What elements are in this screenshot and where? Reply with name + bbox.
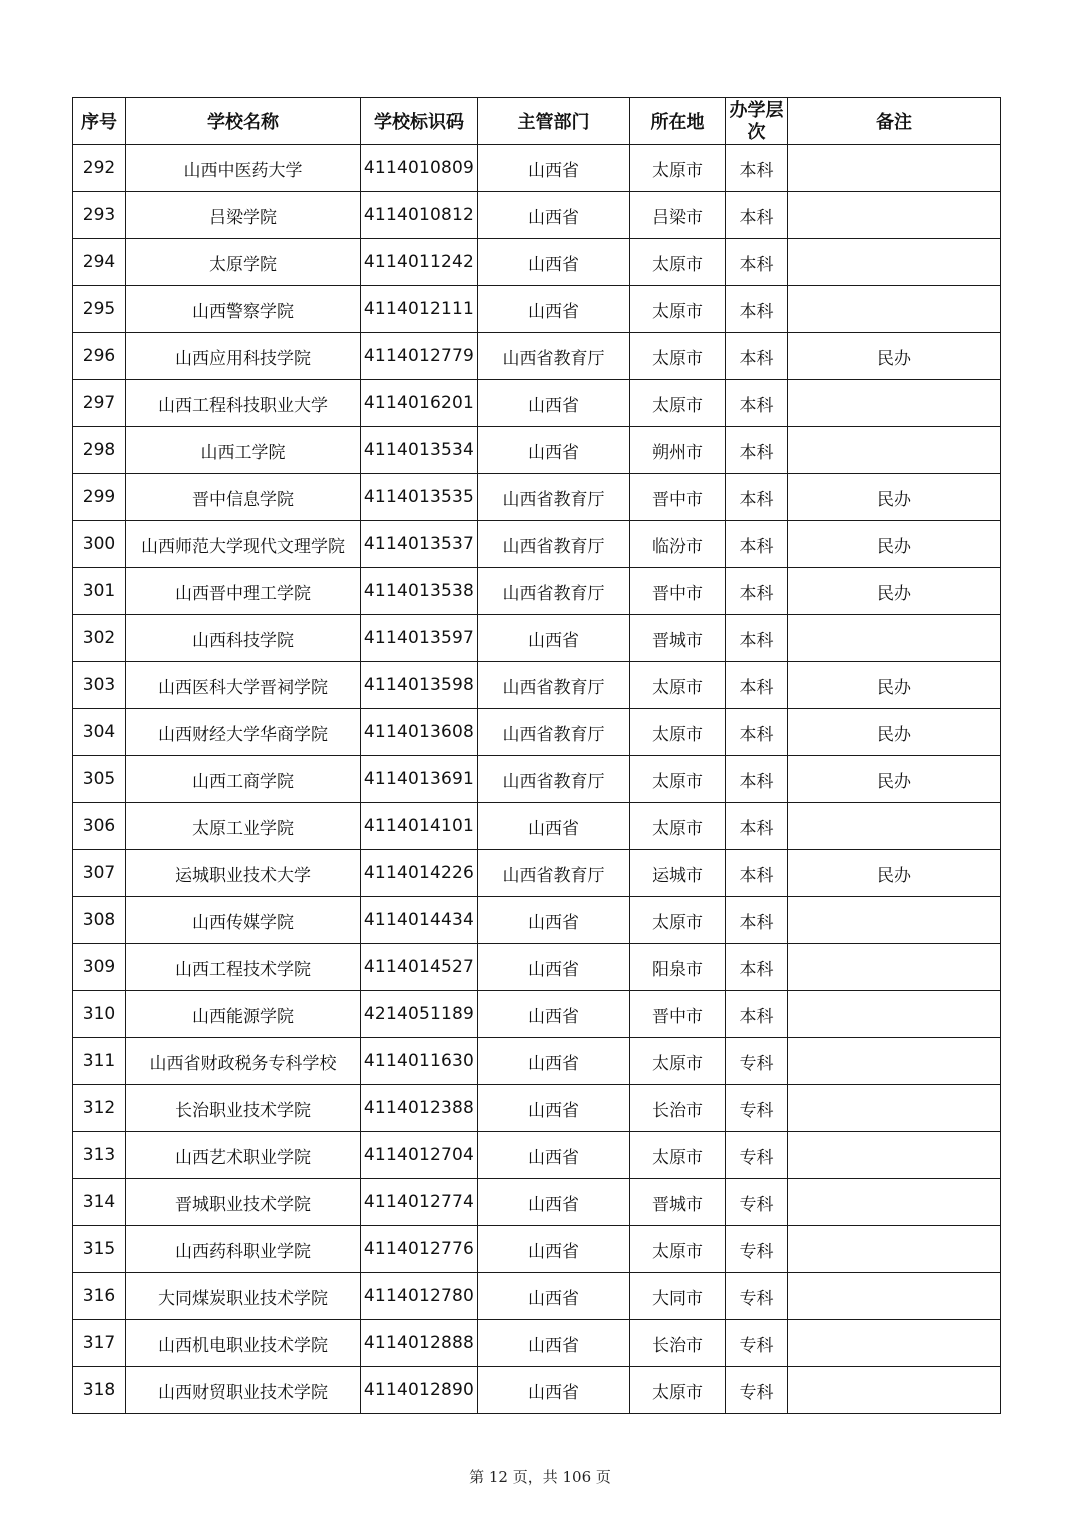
cell-level: 本科: [726, 333, 788, 380]
cell-remark: [788, 1085, 1001, 1132]
cell-level: 本科: [726, 192, 788, 239]
cell-department: 山西省: [478, 991, 630, 1038]
cell-department: 山西省: [478, 1085, 630, 1132]
table-row: [73, 1367, 1001, 1414]
cell-level: 本科: [726, 568, 788, 615]
cell-remark: [788, 1273, 1001, 1320]
cell-remark: [788, 192, 1001, 239]
table-row: [73, 145, 1001, 192]
cell-location: 太原市: [630, 1367, 726, 1414]
cell-location: 太原市: [630, 380, 726, 427]
table-row: [73, 521, 1001, 568]
cell-index: 308: [73, 897, 126, 944]
cell-school-code: 4114014527: [361, 944, 478, 991]
cell-index: 317: [73, 1320, 126, 1367]
cell-index: 309: [73, 944, 126, 991]
cell-school-code: 4114013598: [361, 662, 478, 709]
cell-location: 太原市: [630, 1226, 726, 1273]
cell-level: 本科: [726, 380, 788, 427]
cell-school-code: 4114012774: [361, 1179, 478, 1226]
cell-level: 本科: [726, 521, 788, 568]
cell-location: 朔州市: [630, 427, 726, 474]
cell-school-name: 山西应用科技学院: [126, 333, 361, 380]
table-row: [73, 1273, 1001, 1320]
cell-school-name: 山西机电职业技术学院: [126, 1320, 361, 1367]
cell-school-name: 山西工学院: [126, 427, 361, 474]
cell-department: 山西省: [478, 1226, 630, 1273]
table-row: [73, 1038, 1001, 1085]
table-row: [73, 803, 1001, 850]
cell-remark: 民办: [788, 850, 1001, 897]
table-row: [73, 286, 1001, 333]
cell-department: 山西省教育厅: [478, 474, 630, 521]
cell-department: 山西省: [478, 1320, 630, 1367]
cell-school-code: 4114016201: [361, 380, 478, 427]
cell-index: 315: [73, 1226, 126, 1273]
cell-department: 山西省: [478, 1179, 630, 1226]
cell-school-name: 山西科技学院: [126, 615, 361, 662]
cell-location: 太原市: [630, 1038, 726, 1085]
cell-level: 本科: [726, 286, 788, 333]
cell-department: 山西省: [478, 803, 630, 850]
cell-department: 山西省: [478, 897, 630, 944]
cell-location: 临汾市: [630, 521, 726, 568]
cell-department: 山西省: [478, 1038, 630, 1085]
cell-level: 本科: [726, 615, 788, 662]
table-row: [73, 427, 1001, 474]
cell-school-name: 长治职业技术学院: [126, 1085, 361, 1132]
cell-school-name: 山西中医药大学: [126, 145, 361, 192]
cell-school-code: 4114013535: [361, 474, 478, 521]
cell-location: 大同市: [630, 1273, 726, 1320]
cell-index: 297: [73, 380, 126, 427]
cell-school-name: 太原工业学院: [126, 803, 361, 850]
cell-remark: [788, 239, 1001, 286]
table-header-row: [73, 98, 1001, 145]
cell-school-code: 4114010812: [361, 192, 478, 239]
cell-location: 运城市: [630, 850, 726, 897]
cell-school-name: 山西工程科技职业大学: [126, 380, 361, 427]
cell-remark: [788, 1038, 1001, 1085]
cell-department: 山西省: [478, 192, 630, 239]
table-row: [73, 1132, 1001, 1179]
cell-index: 314: [73, 1179, 126, 1226]
header-level: 办学层次: [726, 98, 788, 145]
cell-school-name: 山西药科职业学院: [126, 1226, 361, 1273]
cell-school-code: 4114012776: [361, 1226, 478, 1273]
cell-school-code: 4114012704: [361, 1132, 478, 1179]
cell-school-code: 4114010809: [361, 145, 478, 192]
cell-school-code: 4114012111: [361, 286, 478, 333]
cell-location: 长治市: [630, 1320, 726, 1367]
cell-department: 山西省: [478, 286, 630, 333]
cell-location: 太原市: [630, 662, 726, 709]
table-row: [73, 1179, 1001, 1226]
cell-remark: [788, 897, 1001, 944]
cell-location: 太原市: [630, 1132, 726, 1179]
cell-department: 山西省: [478, 380, 630, 427]
header-school-code: 学校标识码: [361, 98, 478, 145]
cell-school-name: 山西工商学院: [126, 756, 361, 803]
cell-school-name: 山西工程技术学院: [126, 944, 361, 991]
cell-location: 太原市: [630, 286, 726, 333]
cell-department: 山西省教育厅: [478, 333, 630, 380]
cell-location: 晋城市: [630, 1179, 726, 1226]
cell-remark: [788, 1179, 1001, 1226]
cell-level: 专科: [726, 1038, 788, 1085]
cell-location: 太原市: [630, 803, 726, 850]
cell-index: 298: [73, 427, 126, 474]
cell-remark: [788, 286, 1001, 333]
cell-school-name: 山西晋中理工学院: [126, 568, 361, 615]
cell-school-name: 山西传媒学院: [126, 897, 361, 944]
cell-location: 晋中市: [630, 474, 726, 521]
cell-index: 292: [73, 145, 126, 192]
cell-level: 本科: [726, 709, 788, 756]
cell-department: 山西省: [478, 1367, 630, 1414]
cell-school-name: 晋中信息学院: [126, 474, 361, 521]
cell-index: 304: [73, 709, 126, 756]
cell-school-name: 山西财贸职业技术学院: [126, 1367, 361, 1414]
cell-level: 本科: [726, 944, 788, 991]
cell-school-name: 太原学院: [126, 239, 361, 286]
cell-index: 293: [73, 192, 126, 239]
cell-school-name: 大同煤炭职业技术学院: [126, 1273, 361, 1320]
cell-location: 晋中市: [630, 568, 726, 615]
cell-department: 山西省: [478, 615, 630, 662]
cell-remark: 民办: [788, 662, 1001, 709]
cell-index: 301: [73, 568, 126, 615]
cell-department: 山西省教育厅: [478, 850, 630, 897]
cell-remark: 民办: [788, 474, 1001, 521]
cell-school-name: 山西警察学院: [126, 286, 361, 333]
table-row: [73, 850, 1001, 897]
header-department: 主管部门: [478, 98, 630, 145]
table-row: [73, 474, 1001, 521]
cell-school-name: 山西能源学院: [126, 991, 361, 1038]
cell-remark: [788, 615, 1001, 662]
cell-level: 本科: [726, 756, 788, 803]
cell-remark: 民办: [788, 756, 1001, 803]
cell-location: 太原市: [630, 333, 726, 380]
cell-department: 山西省教育厅: [478, 521, 630, 568]
cell-index: 307: [73, 850, 126, 897]
cell-level: 本科: [726, 991, 788, 1038]
table-row: [73, 333, 1001, 380]
cell-index: 312: [73, 1085, 126, 1132]
cell-location: 太原市: [630, 709, 726, 756]
cell-school-name: 山西师范大学现代文理学院: [126, 521, 361, 568]
cell-level: 专科: [726, 1273, 788, 1320]
schools-table: [72, 97, 1001, 1414]
cell-index: 305: [73, 756, 126, 803]
cell-location: 阳泉市: [630, 944, 726, 991]
cell-level: 专科: [726, 1226, 788, 1273]
cell-school-code: 4114012890: [361, 1367, 478, 1414]
cell-remark: [788, 1320, 1001, 1367]
cell-remark: [788, 944, 1001, 991]
cell-school-name: 吕梁学院: [126, 192, 361, 239]
cell-department: 山西省教育厅: [478, 709, 630, 756]
cell-level: 专科: [726, 1085, 788, 1132]
cell-school-code: 4214051189: [361, 991, 478, 1038]
cell-level: 专科: [726, 1132, 788, 1179]
page-footer: 第 12 页，共 106 页: [469, 1468, 611, 1486]
cell-school-code: 4114012780: [361, 1273, 478, 1320]
cell-location: 晋中市: [630, 991, 726, 1038]
cell-school-name: 山西省财政税务专科学校: [126, 1038, 361, 1085]
cell-remark: [788, 803, 1001, 850]
table-row: [73, 991, 1001, 1038]
cell-index: 295: [73, 286, 126, 333]
table-row: [73, 944, 1001, 991]
cell-remark: [788, 1367, 1001, 1414]
table-body: [73, 145, 1001, 1414]
cell-school-code: 4114013597: [361, 615, 478, 662]
cell-department: 山西省: [478, 944, 630, 991]
cell-index: 318: [73, 1367, 126, 1414]
cell-index: 299: [73, 474, 126, 521]
cell-school-code: 4114011630: [361, 1038, 478, 1085]
cell-location: 太原市: [630, 756, 726, 803]
cell-remark: 民办: [788, 521, 1001, 568]
header-school-name: 学校名称: [126, 98, 361, 145]
cell-school-code: 4114011242: [361, 239, 478, 286]
cell-school-code: 4114013691: [361, 756, 478, 803]
cell-school-code: 4114014226: [361, 850, 478, 897]
cell-school-code: 4114012388: [361, 1085, 478, 1132]
cell-department: 山西省: [478, 427, 630, 474]
cell-location: 太原市: [630, 145, 726, 192]
cell-school-code: 4114013534: [361, 427, 478, 474]
cell-location: 吕梁市: [630, 192, 726, 239]
cell-index: 311: [73, 1038, 126, 1085]
cell-school-name: 晋城职业技术学院: [126, 1179, 361, 1226]
cell-level: 专科: [726, 1179, 788, 1226]
cell-level: 专科: [726, 1367, 788, 1414]
cell-school-code: 4114014101: [361, 803, 478, 850]
cell-school-code: 4114012779: [361, 333, 478, 380]
table-row: [73, 897, 1001, 944]
cell-remark: [788, 145, 1001, 192]
table-row: [73, 568, 1001, 615]
cell-location: 长治市: [630, 1085, 726, 1132]
cell-remark: [788, 1226, 1001, 1273]
cell-remark: [788, 991, 1001, 1038]
cell-school-code: 4114014434: [361, 897, 478, 944]
table-row: [73, 1085, 1001, 1132]
cell-index: 302: [73, 615, 126, 662]
cell-remark: 民办: [788, 568, 1001, 615]
cell-school-name: 山西财经大学华商学院: [126, 709, 361, 756]
cell-index: 313: [73, 1132, 126, 1179]
cell-index: 316: [73, 1273, 126, 1320]
table-row: [73, 615, 1001, 662]
cell-school-code: 4114013608: [361, 709, 478, 756]
cell-index: 306: [73, 803, 126, 850]
cell-level: 本科: [726, 662, 788, 709]
cell-department: 山西省教育厅: [478, 568, 630, 615]
cell-level: 专科: [726, 1320, 788, 1367]
cell-level: 本科: [726, 803, 788, 850]
table-row: [73, 756, 1001, 803]
cell-school-code: 4114013537: [361, 521, 478, 568]
cell-index: 294: [73, 239, 126, 286]
cell-location: 太原市: [630, 897, 726, 944]
cell-location: 晋城市: [630, 615, 726, 662]
cell-school-code: 4114013538: [361, 568, 478, 615]
cell-remark: 民办: [788, 709, 1001, 756]
cell-level: 本科: [726, 850, 788, 897]
table-row: [73, 239, 1001, 286]
cell-department: 山西省教育厅: [478, 756, 630, 803]
cell-remark: 民办: [788, 333, 1001, 380]
table-row: [73, 1226, 1001, 1273]
cell-department: 山西省教育厅: [478, 662, 630, 709]
table-row: [73, 192, 1001, 239]
cell-remark: [788, 380, 1001, 427]
cell-level: 本科: [726, 145, 788, 192]
cell-school-name: 山西医科大学晋祠学院: [126, 662, 361, 709]
cell-school-code: 4114012888: [361, 1320, 478, 1367]
cell-level: 本科: [726, 897, 788, 944]
table-row: [73, 380, 1001, 427]
header-index: 序号: [73, 98, 126, 145]
cell-location: 太原市: [630, 239, 726, 286]
cell-department: 山西省: [478, 239, 630, 286]
cell-department: 山西省: [478, 145, 630, 192]
cell-school-name: 运城职业技术大学: [126, 850, 361, 897]
table-row: [73, 709, 1001, 756]
table-row: [73, 1320, 1001, 1367]
cell-remark: [788, 1132, 1001, 1179]
header-remark: 备注: [788, 98, 1001, 145]
cell-index: 310: [73, 991, 126, 1038]
cell-level: 本科: [726, 239, 788, 286]
table-row: [73, 662, 1001, 709]
cell-index: 300: [73, 521, 126, 568]
cell-level: 本科: [726, 474, 788, 521]
cell-department: 山西省: [478, 1132, 630, 1179]
cell-index: 296: [73, 333, 126, 380]
header-location: 所在地: [630, 98, 726, 145]
cell-index: 303: [73, 662, 126, 709]
cell-department: 山西省: [478, 1273, 630, 1320]
cell-school-name: 山西艺术职业学院: [126, 1132, 361, 1179]
cell-level: 本科: [726, 427, 788, 474]
cell-remark: [788, 427, 1001, 474]
